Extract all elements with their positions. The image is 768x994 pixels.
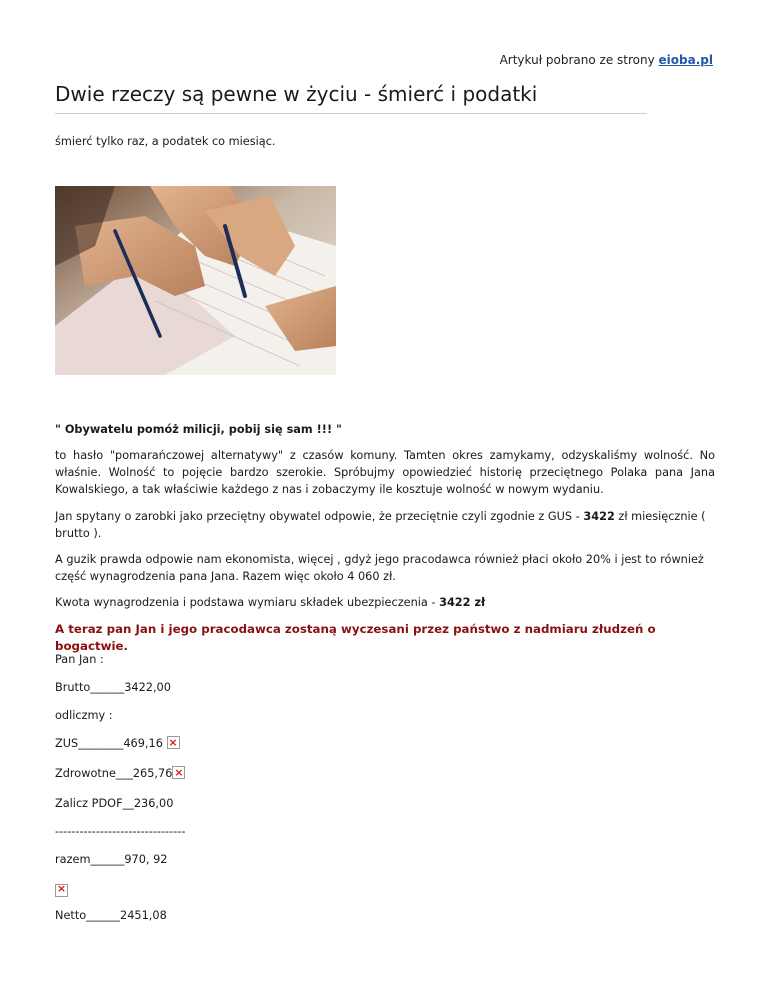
article-slogan: " Obywatelu pomóż milicji, pobij się sam !!! " [55,423,342,436]
paragraph-4 [55,594,715,611]
odliczmy-label: odliczmy : [55,709,113,722]
broken-image-icon: × [174,766,184,779]
paragraph-4-amount: 3422 zł [439,596,486,609]
paragraph-2-amount: 3422 [583,510,615,523]
razem-line: razem______970, 92 [55,853,168,866]
paragraph-2-suffix: zł miesięcznie ( brutto ). [55,510,706,540]
source-attribution [500,53,713,67]
paragraph-1: to hasło "pomarańczowej alternatywy" z czasów komuny. Tamten okres zamykamy, odzyskaliśmy wolność. No właśnie. Wolność to pojęcie bardzo szerokie. Spróbujmy opowiedzieć historię przeciętnego Polaka pana Jana Kowalskiego, a tak właściwie każdego z nas i zobaczymy ile kosztuje wolność w nowym wydaniu. [55,449,715,496]
netto-line: Netto______2451,08 [55,909,167,922]
source-prefix: Artykuł pobrano ze strony [499,53,659,67]
broken-image-placeholder [55,880,68,899]
zus-line [55,735,715,752]
paragraph-2-text: Jan spytany o zarobki jako przeciętny obywatel odpowie, że przeciętnie czyli zgodnie z GUS - [55,510,584,523]
zdrowotne-text: Zdrowotne___265,76 [55,767,173,780]
source-link[interactable]: eioba.pl [658,53,713,67]
pan-jan-label: Pan Jan : [55,653,104,666]
separator-line: -------------------------------- [55,825,186,838]
broken-image-icon: × [56,882,67,895]
paragraph-4-text: Kwota wynagrodzenia i podstawa wymiaru składek ubezpieczenia - [55,596,440,609]
article-photo [55,186,336,375]
hands-signing-document-image [55,186,336,375]
article-title: Dwie rzeczy są pewne w życiu - śmierć i podatki [55,82,538,106]
title-divider [55,113,647,114]
paragraph-3: A guzik prawda odpowie nam ekonomista, więcej , gdyż jego pracodawca również płaci około 20% i jest to również część wynagrodzenia pana Jana. Razem więc około 4 060 zł. [55,553,704,583]
zaliczka-line: Zalicz PDOF__236,00 [55,797,174,810]
broken-image-icon: × [168,736,178,749]
zus-text: ZUS________469,16 [55,737,163,750]
highlight-paragraph: A teraz pan Jan i jego pracodawca zostaną wyczesani przez państwo z nadmiaru złudzeń o bogactwie. [55,622,656,653]
brutto-line: Brutto______3422,00 [55,681,171,694]
paragraph-2 [55,508,715,542]
article-lead: śmierć tylko raz, a podatek co miesiąc. [55,135,276,148]
zdrowotne-line [55,765,715,782]
